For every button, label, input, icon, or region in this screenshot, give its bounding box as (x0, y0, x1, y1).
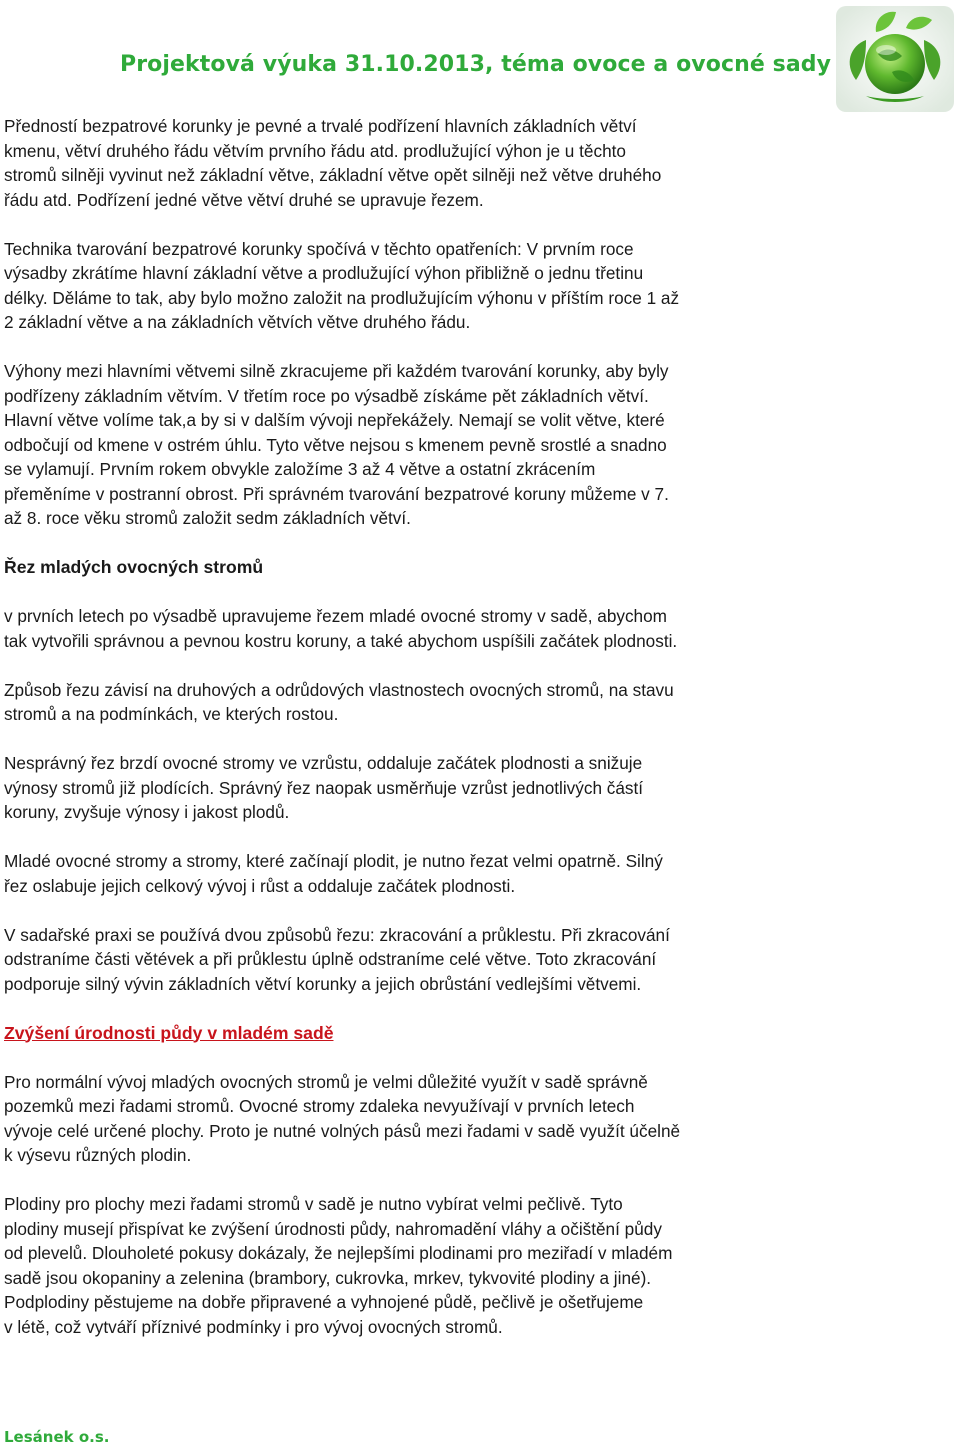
paragraph: Výhony mezi hlavními větvemi silně zkracujeme při každém tvarování korunky, aby byly podřízeny základním větvím. V třetím roce po výsadbě získáme pět základních větví. Hlavní větve volíme tak,a by si v dalším vývoji nepřekážely. Nemají se volit větve, které odbočují od kmene v ostrém úhlu. Tyto větve nejsou s kmenem pevně srostlé a snadno se vylamují. Prvním rokem obvykle založíme 3 až 4 větve a ostatní zkrácením přeměníme v postranní obrost. Při správném tvarování bezpatrové koruny můžeme v 7. až 8. roce věku stromů založit sedm základních větví. (4, 361, 669, 528)
paragraph: Nesprávný řez brzdí ovocné stromy ve vzrůstu, oddaluje začátek plodnosti a snižuje výnosy stromů již plodících. Správný řez naopak usměrňuje vzrůst jednotlivých částí koruny, zvyšuje výnosy i jakost plodů. (4, 753, 644, 822)
globe-leaves-icon (836, 6, 954, 112)
paragraph: Předností bezpatrové korunky je pevné a trvalé podřízení hlavních základních větví kmenu, větví druhého řádu větvím prvního řádu atd. prodlužující výhon je u těchto stromů silněji vyvinut než základní větve, základní větve opět silněji než větve druhého řádu atd. Podřízení jedné větve větví druhé se upravuje řezem. (4, 116, 662, 210)
paragraph: Plodiny pro plochy mezi řadami stromů v sadě je nutno vybírat velmi pečlivě. Tyto plodiny musejí přispívat ke zvýšení úrodnosti půdy, nahromadění vláhy a očištění půdy od plevelů. Dlouholeté pokusy dokázaly, že nejlepšími plodinami pro meziřadí v mladém sadě jsou okopaniny a zelenina (brambory, cukrovka, mrkev, tykvovité plodiny a jiné). Podplodiny pěstujeme na dobře připravené a vyhnojené půdě, pečlivě je ošetřujeme v létě, což vytváří příznivé podmínky i pro vývoj ovocných stromů. (4, 1194, 673, 1337)
paragraph: Pro normální vývoj mladých ovocných stromů je velmi důležité využít v sadě správně pozemků mezi řadami stromů. Ovocné stromy zdaleka nevyužívají v prvních letech vývoje celé určené plochy. Proto je nutné volných pásů mezi řadami v sadě využít účelně k výsevu různých plodin. (4, 1071, 681, 1165)
document-body (4, 114, 838, 1364)
paragraph: Způsob řezu závisí na druhových a odrůdových vlastnostech ovocných stromů, na stavu stromů a na podmínkách, ve kterých rostou. (4, 679, 674, 724)
paragraph: Technika tvarování bezpatrové korunky spočívá v těchto opatřeních: V prvním roce výsadby zkrátíme hlavní základní větve a prodlužující výhon přibližně o jednu třetinu délky. Děláme to tak, aby bylo možno založit na prodlužujícím výhonu v příštím roce 1 až 2 základní větve a na základních větvích větve druhého řádu. (4, 238, 680, 332)
logo (836, 6, 954, 112)
paragraph: Mladé ovocné stromy a stromy, které začínají plodit, je nutno řezat velmi opatrně. Silný řez oslabuje jejich celkový vývoj i růst a oddaluje začátek plodnosti. (4, 851, 663, 896)
paragraph: V sadařské praxi se používá dvou způsobů řezu: zkracování a průklestu. Při zkracování odstraníme části větévek a při průklestu úplně odstraníme celé větve. Toto zkracování podporuje silný vývin základních větví korunky a jejich obrůstání vedlejšími větvemi. (4, 924, 670, 994)
paragraph: v prvních letech po výsadbě upravujeme řezem mladé ovocné stromy v sadě, abychom tak vytvořili správnou a pevnou kostru koruny, a také abychom uspíšili začátek plodnosti. (4, 606, 678, 651)
section-heading-underlined: Zvýšení úrodnosti půdy v mladém sadě (4, 1022, 334, 1043)
section-heading: Řez mladých ovocných stromů (4, 557, 264, 577)
footer-text: Lesánek o.s. (4, 1428, 110, 1446)
page-header-title: Projektová výuka 31.10.2013, téma ovoce a ovocné sady (120, 52, 832, 77)
